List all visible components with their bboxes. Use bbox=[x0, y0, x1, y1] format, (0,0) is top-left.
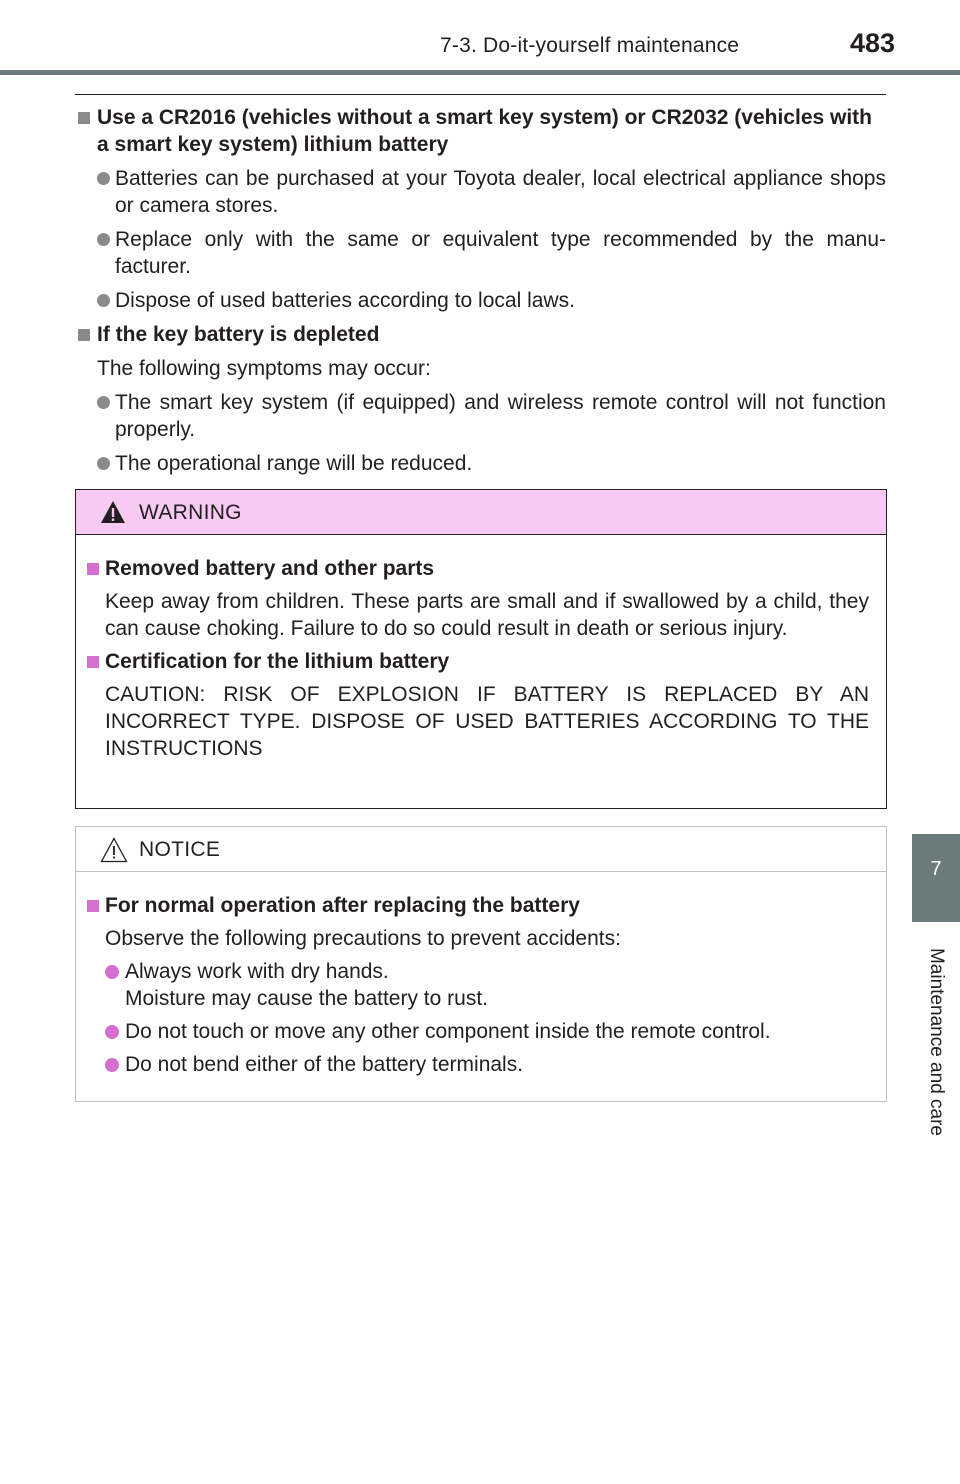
notice-intro: Observe the following precautions to prevent accidents: bbox=[105, 927, 621, 950]
warning-item-text: Keep away from children. These parts are small and if swallowed by a child, they can cause choking. Failure to do so could result in death or serious injury. bbox=[105, 590, 869, 640]
list-item-text: Always work with dry hands. bbox=[125, 960, 389, 983]
warning-box bbox=[75, 489, 887, 809]
list-item: Dispose of used batteries according to local laws. bbox=[75, 287, 886, 314]
section-title: 7-3. Do-it-yourself maintenance bbox=[440, 34, 740, 57]
list-item: The smart key system (if equipped) and wireless remote control will not function properly. bbox=[75, 389, 886, 443]
depleted-intro: The following symptoms may occur: bbox=[97, 357, 431, 380]
list-item bbox=[93, 958, 869, 1012]
notice-header bbox=[76, 827, 886, 872]
chapter-title: Maintenance and care bbox=[926, 947, 947, 1136]
warning-title: WARNING bbox=[139, 501, 242, 524]
notice-box bbox=[75, 826, 887, 1102]
list-item: Do not bend either of the battery terminals. bbox=[93, 1051, 869, 1078]
list-item: Batteries can be purchased at your Toyota dealer, local electrical appliance shops or camera stores. bbox=[75, 165, 886, 219]
battery-type-heading: Use a CR2016 (vehicles without a smart key system) or CR2032 (vehicles with a smart key system) lithium battery bbox=[75, 104, 886, 158]
list-item: The operational range will be reduced. bbox=[75, 450, 886, 477]
page-number: 483 bbox=[850, 28, 896, 58]
warning-icon bbox=[100, 500, 126, 524]
notice-title: NOTICE bbox=[139, 838, 221, 861]
warning-item-heading: Removed battery and other parts bbox=[93, 555, 869, 582]
list-item-subtext: Moisture may cause the battery to rust. bbox=[125, 987, 488, 1010]
header-rule bbox=[0, 70, 960, 75]
notice-heading: For normal operation after replacing the battery bbox=[93, 892, 869, 919]
chapter-tab bbox=[912, 834, 960, 922]
depleted-heading: If the key battery is depleted bbox=[75, 321, 886, 348]
warning-item-heading: Certification for the lithium battery bbox=[93, 648, 869, 675]
content-top-rule bbox=[75, 94, 886, 95]
warning-item-text: CAUTION: RISK OF EXPLOSION IF BATTERY IS REPLACED BY AN INCORRECT TYPE. DISPOSE OF USED BATTERIES ACCORDING TO THE INSTRUCTIONS bbox=[105, 683, 869, 760]
chapter-number: 7 bbox=[930, 858, 942, 880]
caution-outline-icon bbox=[100, 837, 128, 863]
list-item: Do not touch or move any other component inside the remote control. bbox=[93, 1018, 869, 1045]
warning-header bbox=[76, 490, 886, 535]
list-item: Replace only with the same or equivalent type recommended by the manu-facturer. bbox=[75, 226, 886, 280]
main-content bbox=[75, 104, 886, 484]
